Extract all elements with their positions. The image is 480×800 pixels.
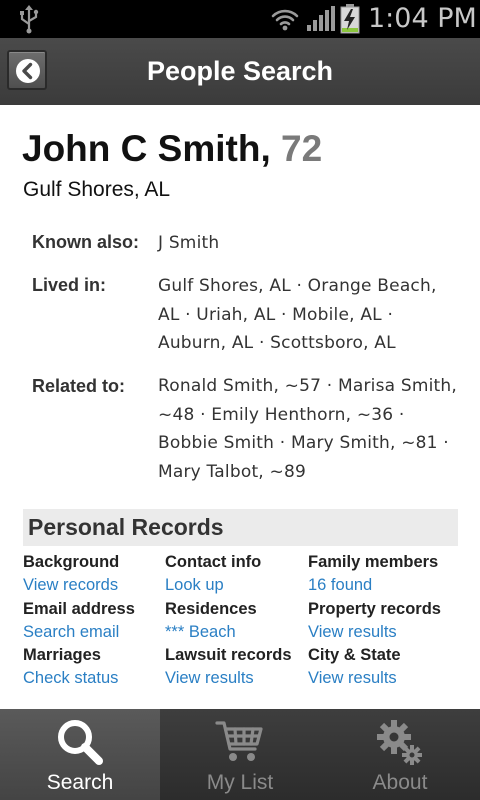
cart-icon bbox=[215, 717, 265, 765]
look-up-link[interactable]: Look up bbox=[165, 576, 224, 594]
battery-charging-icon bbox=[340, 4, 360, 34]
record-background bbox=[23, 552, 119, 597]
record-marriages bbox=[23, 645, 118, 690]
person-name-line bbox=[22, 128, 322, 170]
record-contact-info bbox=[165, 552, 261, 597]
tab-my-list[interactable] bbox=[160, 709, 320, 800]
status-bar bbox=[0, 0, 480, 38]
related-to-value: Ronald Smith, ~57 · Marisa Smith, ~48 · Emily Henthorn, ~36 · Bobbie Smith · Mary Smith, ~81 · Mary Talbot, ~89 bbox=[158, 376, 457, 482]
lived-in-value: Gulf Shores, AL · Orange Beach, AL · Uriah, AL · Mobile, AL · Auburn, AL · Scottsboro, AL bbox=[158, 276, 437, 353]
usb-icon bbox=[16, 4, 42, 34]
related-to-label: Related to: bbox=[32, 376, 126, 396]
tab-search[interactable] bbox=[0, 709, 160, 800]
tab-label: My List bbox=[206, 771, 274, 794]
bottom-tab-bar bbox=[0, 709, 480, 800]
record-label: Email address bbox=[23, 600, 135, 618]
record-label: Family members bbox=[308, 553, 439, 571]
residences-link[interactable]: *** Beach bbox=[165, 623, 236, 641]
view-records-link[interactable]: View records bbox=[23, 576, 119, 594]
title-bar bbox=[0, 38, 480, 105]
record-label: Residences bbox=[165, 600, 257, 618]
person-age: 72 bbox=[281, 128, 323, 169]
property-results-link[interactable]: View results bbox=[308, 623, 397, 641]
record-email-address bbox=[23, 599, 135, 644]
record-city-state bbox=[308, 645, 401, 690]
tab-about[interactable] bbox=[320, 709, 480, 800]
record-label: Lawsuit records bbox=[165, 646, 292, 664]
search-icon bbox=[55, 717, 105, 765]
record-label: City & State bbox=[308, 646, 401, 664]
record-residences bbox=[165, 599, 257, 644]
record-label: Background bbox=[23, 553, 120, 571]
person-location: Gulf Shores, AL bbox=[23, 178, 171, 201]
check-status-link[interactable]: Check status bbox=[23, 669, 119, 687]
section-title: Personal Records bbox=[28, 514, 224, 540]
family-found-link[interactable]: 16 found bbox=[308, 576, 373, 594]
city-state-results-link[interactable]: View results bbox=[308, 669, 397, 687]
personal-records-header bbox=[23, 509, 458, 546]
record-property-records bbox=[308, 599, 441, 644]
record-label: Marriages bbox=[23, 646, 101, 664]
known-also-value: J Smith bbox=[158, 233, 220, 253]
known-also-label: Known also: bbox=[32, 232, 139, 252]
record-family-members bbox=[308, 552, 438, 597]
record-label: Contact info bbox=[165, 553, 262, 571]
lived-in-label: Lived in: bbox=[32, 275, 107, 295]
tab-label: Search bbox=[46, 771, 114, 794]
gears-icon bbox=[375, 717, 425, 767]
page-title: People Search bbox=[146, 56, 334, 86]
record-lawsuit-records bbox=[165, 645, 292, 690]
status-time: 1:04 PM bbox=[368, 3, 477, 34]
person-name: John C Smith, bbox=[22, 128, 271, 169]
wifi-icon bbox=[270, 5, 300, 33]
record-label: Property records bbox=[308, 600, 441, 618]
search-email-link[interactable]: Search email bbox=[23, 623, 120, 641]
lawsuit-results-link[interactable]: View results bbox=[165, 669, 254, 687]
signal-icon bbox=[305, 6, 335, 32]
tab-label: About bbox=[372, 771, 428, 794]
